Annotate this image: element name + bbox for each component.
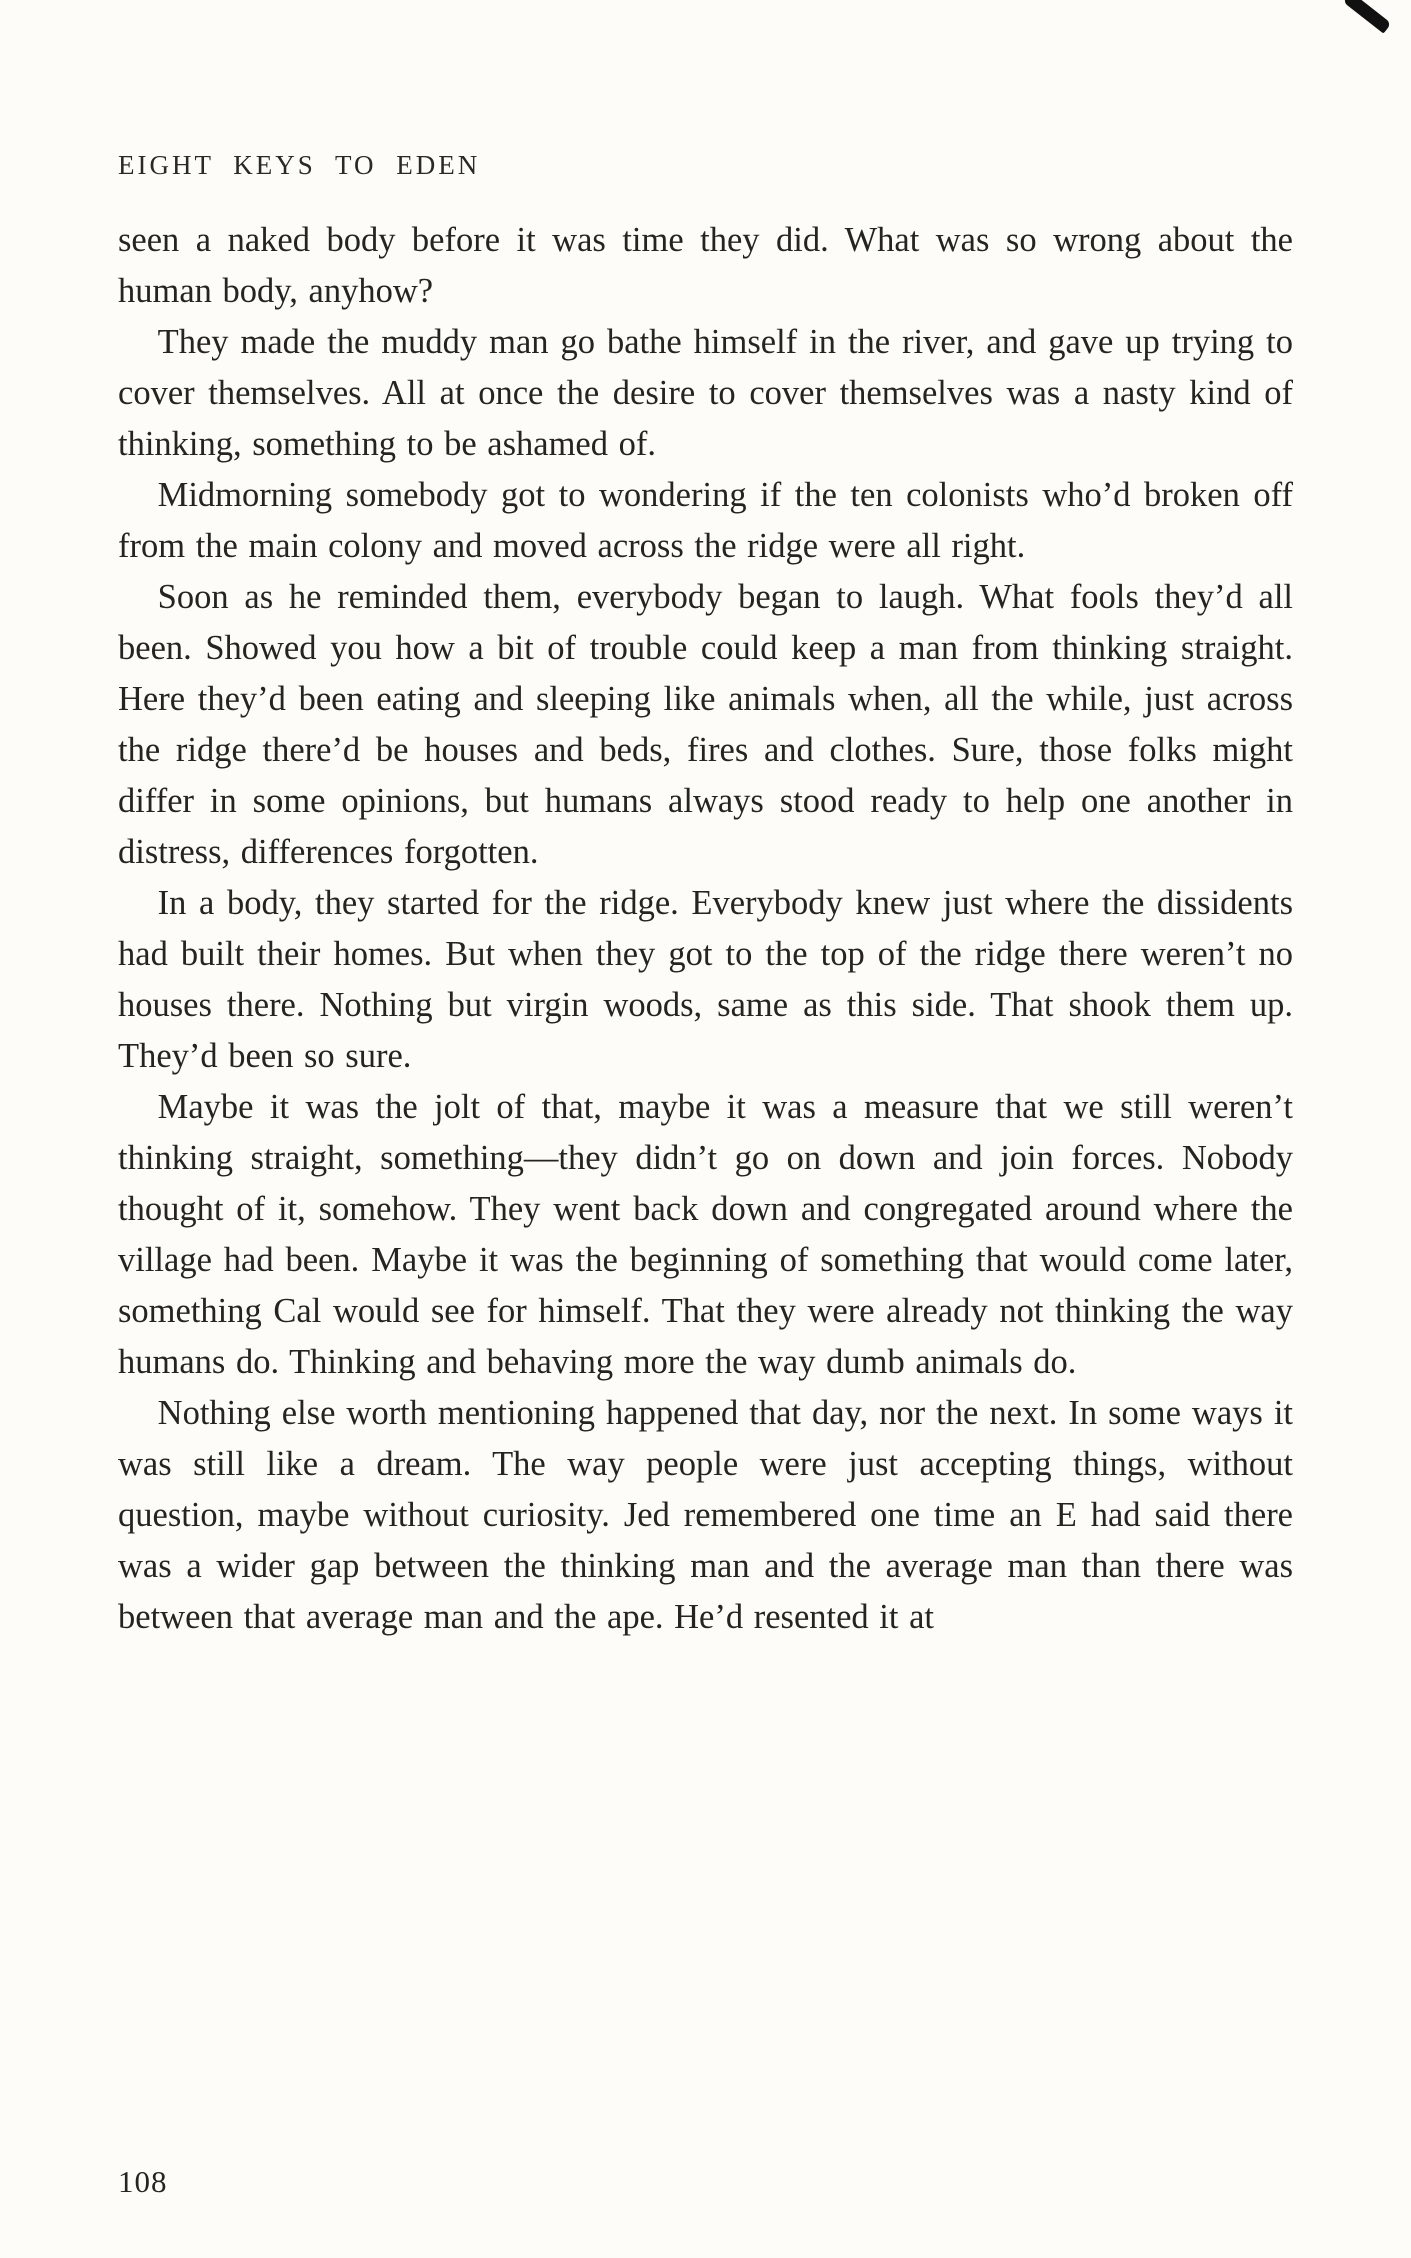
paragraph: They made the muddy man go bathe himself in the river, and gave up trying to cover themselves. All at once the desire to cover themselves was a nasty kind of thinking, something to be ashamed of. (118, 323, 1293, 463)
paragraph: seen a naked body before it was time they did. What was so wrong about the human body, anyhow? (118, 221, 1293, 310)
paragraph: Nothing else worth mentioning happened that day, nor the next. In some ways it was still like a dream. The way people were just accepting things, without question, maybe without curiosity. Jed remembered one time an E had said there was a wider gap between the thinking man and the average man than there was between that average man and the ape. He’d resented it at (118, 1394, 1293, 1636)
paragraph: Midmorning somebody got to wondering if the ten colonists who’d broken off from the main colony and moved across the ridge were all right. (118, 476, 1293, 565)
page-number: 108 (118, 2164, 168, 2199)
scan-corner-mark (1343, 0, 1392, 34)
paragraph: Soon as he reminded them, everybody began to laugh. What fools they’d all been. Showed you how a bit of trouble could keep a man from thinking straight. Here they’d been eating and sleeping like animals when, all the while, just across the ridge there’d be houses and beds, fires and clothes. Sure, those folks might differ in some opinions, but humans always stood ready to help one another in distress, differences forgotten. (118, 578, 1293, 871)
text-block (118, 215, 1293, 1643)
paragraph: Maybe it was the jolt of that, maybe it was a measure that we still weren’t thinking straight, something—they didn’t go on down and join forces. Nobody thought of it, somehow. They went back down and congregated around where the village had been. Maybe it was the beginning of something that would come later, something Cal would see for himself. That they were already not thinking the way humans do. Thinking and behaving more the way dumb animals do. (118, 1088, 1293, 1381)
paragraph: In a body, they started for the ridge. Everybody knew just where the dissidents had built their homes. But when they got to the top of the ridge there weren’t no houses there. Nothing but virgin woods, same as this side. That shook them up. They’d been so sure. (118, 884, 1293, 1075)
running-header: EIGHT KEYS TO EDEN (118, 150, 481, 180)
